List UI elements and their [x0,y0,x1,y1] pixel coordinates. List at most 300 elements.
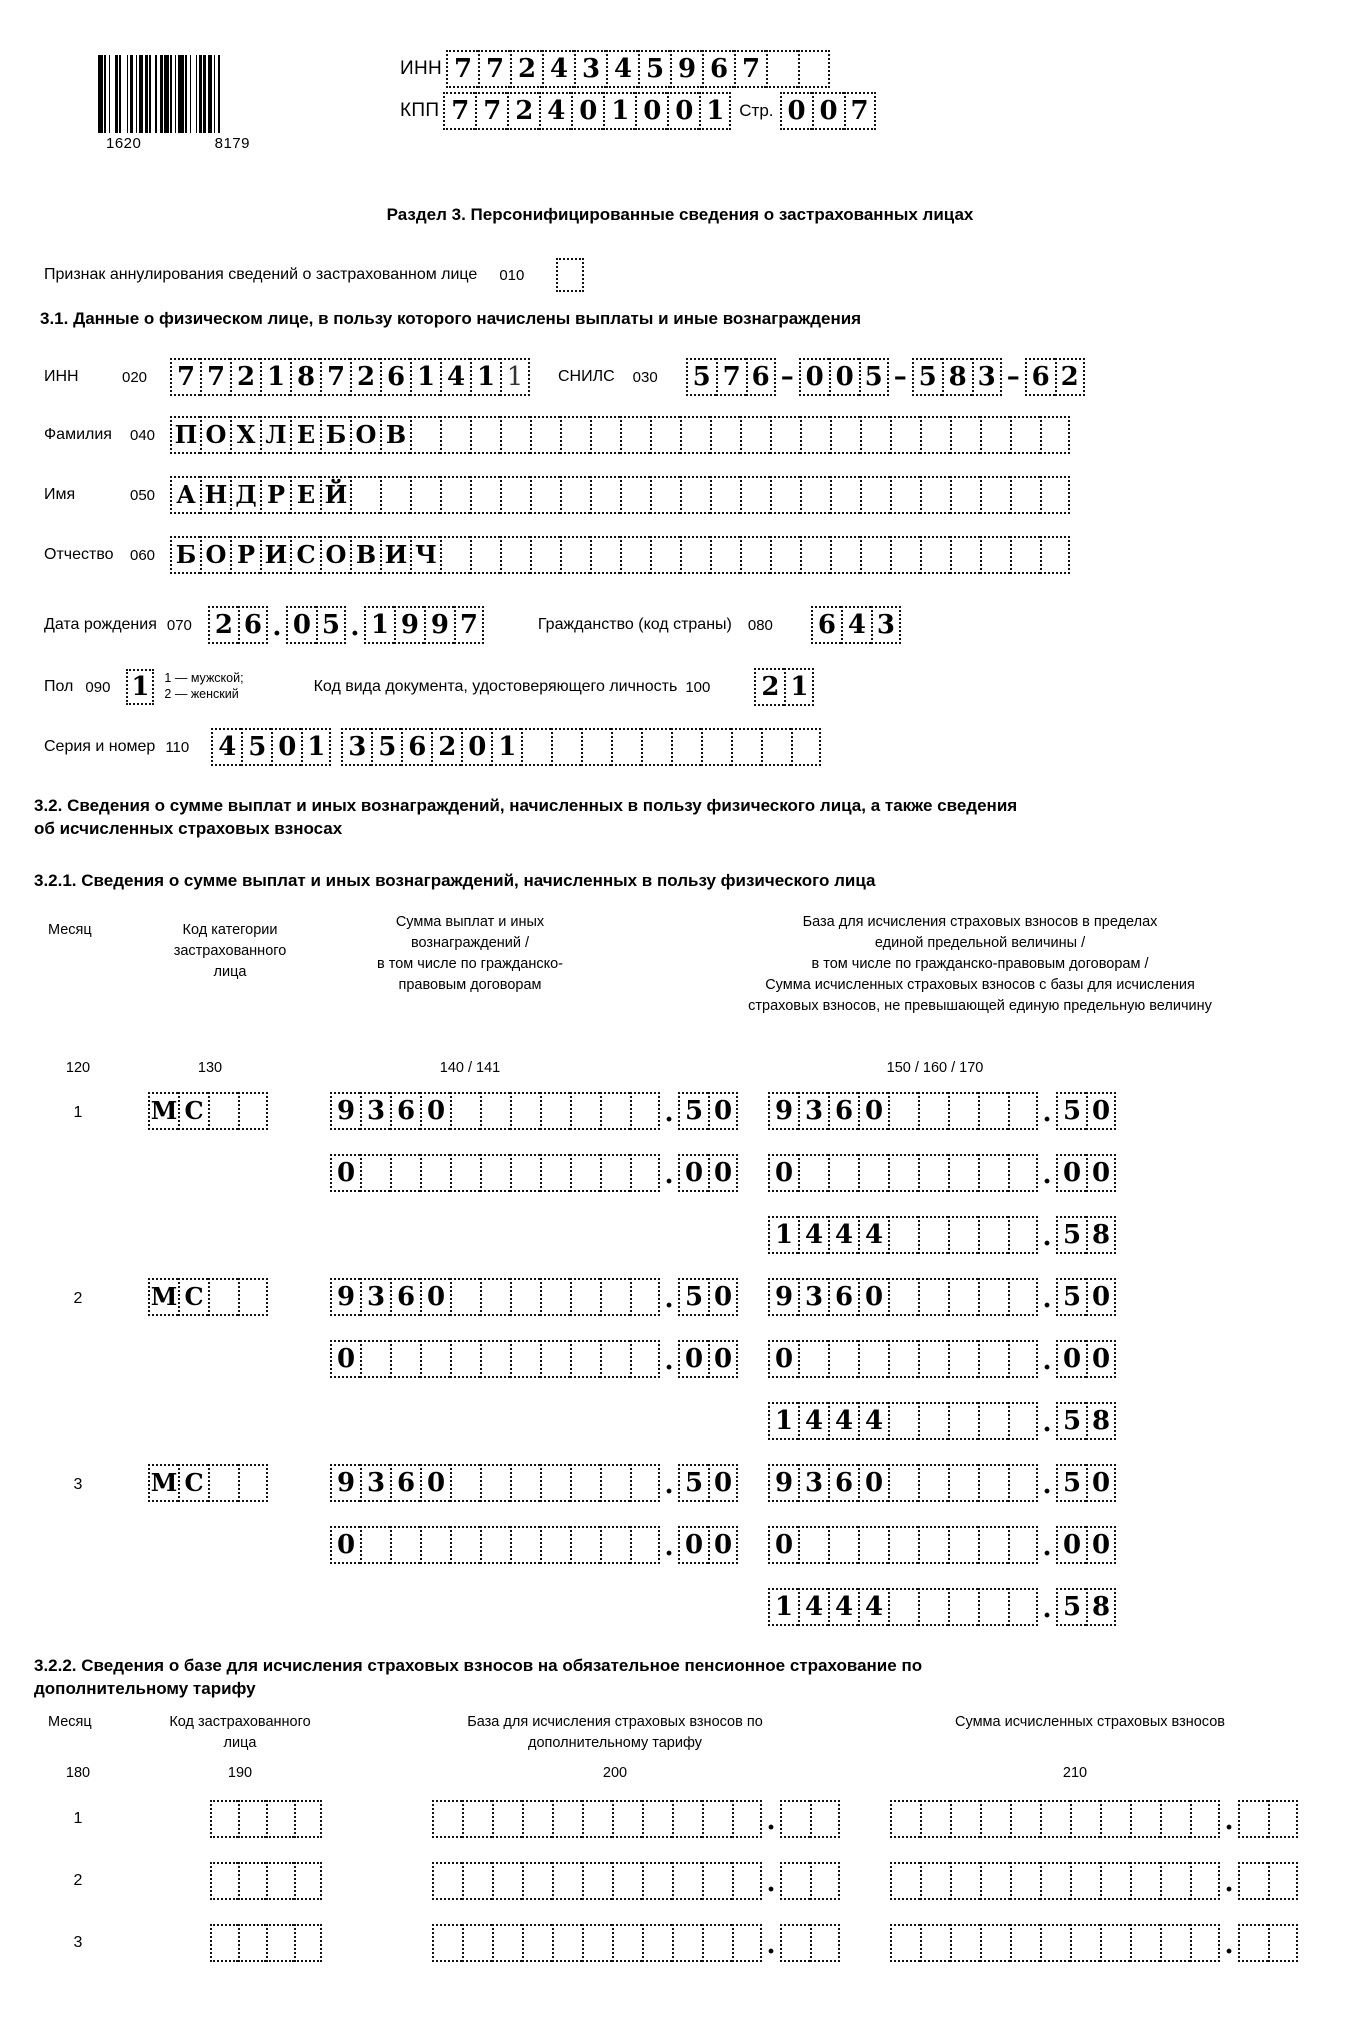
form-cell[interactable] [980,1800,1010,1838]
form-cell[interactable]: 0 [678,1340,708,1378]
form-cell[interactable]: 0 [780,92,812,130]
form-cell[interactable] [701,728,731,766]
form-cell[interactable]: 5 [678,1092,708,1130]
form-cell[interactable] [920,1862,950,1900]
form-cell[interactable] [238,1092,268,1130]
form-cell[interactable]: 7 [734,50,766,88]
form-cell[interactable] [380,476,410,514]
form-cell[interactable] [294,1924,322,1962]
form-cell[interactable]: 0 [858,1464,888,1502]
form-cell[interactable]: 0 [678,1154,708,1192]
form-cell[interactable]: 0 [420,1464,450,1502]
form-cell[interactable] [888,1092,918,1130]
form-cell[interactable]: 0 [829,358,859,396]
form-cell[interactable] [780,1800,810,1838]
form-cell[interactable] [770,476,800,514]
form-cell[interactable] [978,1402,1008,1440]
form-cell[interactable] [238,1800,266,1838]
base-civil-contracts-kopecks[interactable] [1056,1526,1116,1564]
form-cell[interactable]: 4 [606,50,638,88]
form-cell[interactable]: 4 [542,50,574,88]
form-cell[interactable] [432,1862,462,1900]
form-cell[interactable] [888,1464,918,1502]
snils-group[interactable] [1025,358,1085,396]
form-cell[interactable]: 0 [461,728,491,766]
form-cell[interactable] [800,476,830,514]
form-cell[interactable]: 2 [754,668,784,706]
form-cell[interactable] [210,1800,238,1838]
birthdate-part[interactable] [286,606,346,644]
form-cell[interactable]: 0 [330,1526,360,1564]
form-cell[interactable]: И [380,536,410,574]
form-cell[interactable] [1238,1924,1268,1962]
form-cell[interactable] [582,1862,612,1900]
additional-tariff-base-rubles[interactable] [432,1924,762,1962]
birthdate-part[interactable] [208,606,268,644]
form-cell[interactable] [620,416,650,454]
form-cell[interactable] [552,1800,582,1838]
form-cell[interactable]: 5 [912,358,942,396]
form-cell[interactable] [294,1800,322,1838]
form-cell[interactable]: 7 [475,92,507,130]
birthdate-cells[interactable] [208,606,484,644]
form-cell[interactable] [510,1278,540,1316]
form-cell[interactable] [1070,1862,1100,1900]
form-cell[interactable]: 5 [371,728,401,766]
kpp-header-cells[interactable] [443,92,731,130]
form-cell[interactable]: 9 [330,1464,360,1502]
form-cell[interactable] [420,1154,450,1192]
form-cell[interactable] [560,476,590,514]
form-cell[interactable]: 0 [1056,1154,1086,1192]
form-cell[interactable] [210,1862,238,1900]
form-cell[interactable] [798,1526,828,1564]
form-cell[interactable] [950,476,980,514]
payments-civil-contracts-kopecks[interactable] [678,1340,738,1378]
form-cell[interactable]: 1 [301,728,331,766]
form-cell[interactable]: 5 [1056,1402,1086,1440]
form-cell[interactable] [860,476,890,514]
form-cell[interactable]: А [170,476,200,514]
form-cell[interactable] [208,1278,238,1316]
form-cell[interactable] [500,536,530,574]
form-cell[interactable] [590,536,620,574]
form-cell[interactable] [1070,1800,1100,1838]
form-cell[interactable] [492,1924,522,1962]
form-cell[interactable]: 7 [443,92,475,130]
form-cell[interactable]: О [350,416,380,454]
form-cell[interactable]: 6 [380,358,410,396]
form-cell[interactable]: Е [290,476,320,514]
payments-amount-kopecks[interactable] [678,1278,738,1316]
form-cell[interactable] [600,1154,630,1192]
form-cell[interactable] [510,1464,540,1502]
form-cell[interactable] [630,1464,660,1502]
form-cell[interactable] [890,1862,920,1900]
gender-cells[interactable] [126,669,154,705]
form-cell[interactable] [980,476,1010,514]
form-cell[interactable]: 9 [768,1464,798,1502]
form-cell[interactable]: 6 [828,1278,858,1316]
form-cell[interactable] [948,1278,978,1316]
form-cell[interactable] [860,416,890,454]
form-cell[interactable]: 0 [768,1340,798,1378]
form-cell[interactable] [480,1154,510,1192]
additional-tariff-sum-rubles[interactable] [890,1862,1220,1900]
form-cell[interactable]: 1 [603,92,635,130]
form-cell[interactable]: 4 [828,1216,858,1254]
form-cell[interactable] [510,1154,540,1192]
form-cell[interactable] [590,416,620,454]
form-cell[interactable] [450,1154,480,1192]
form-cell[interactable] [1008,1402,1038,1440]
form-cell[interactable] [948,1092,978,1130]
snils-group[interactable] [799,358,889,396]
form-cell[interactable]: 3 [341,728,371,766]
form-cell[interactable]: М [148,1278,178,1316]
base-civil-contracts-rubles[interactable] [768,1526,1038,1564]
additional-tariff-base-kopecks[interactable] [780,1800,840,1838]
form-cell[interactable] [1008,1092,1038,1130]
form-cell[interactable] [390,1526,420,1564]
base-civil-contracts-kopecks[interactable] [1056,1340,1116,1378]
payments-civil-contracts-kopecks[interactable] [678,1154,738,1192]
form-cell[interactable]: 1 [126,669,154,705]
form-cell[interactable] [500,416,530,454]
additional-tariff-base-kopecks[interactable] [780,1862,840,1900]
form-cell[interactable] [238,1278,268,1316]
form-cell[interactable]: С [178,1464,208,1502]
form-cell[interactable] [766,50,798,88]
form-cell[interactable] [680,416,710,454]
form-cell[interactable] [600,1278,630,1316]
form-cell[interactable] [350,476,380,514]
birthdate-part[interactable] [364,606,484,644]
form-cell[interactable]: 0 [271,728,301,766]
form-cell[interactable] [800,416,830,454]
form-cell[interactable] [1100,1924,1130,1962]
form-cell[interactable] [540,1340,570,1378]
form-cell[interactable] [1040,416,1070,454]
form-cell[interactable]: 6 [390,1278,420,1316]
form-cell[interactable]: 3 [360,1464,390,1502]
form-cell[interactable]: П [170,416,200,454]
form-cell[interactable] [888,1340,918,1378]
form-cell[interactable]: 9 [394,606,424,644]
form-cell[interactable] [858,1526,888,1564]
form-cell[interactable] [1010,1862,1040,1900]
form-cell[interactable] [918,1216,948,1254]
form-cell[interactable]: 6 [401,728,431,766]
form-cell[interactable] [1010,1924,1040,1962]
form-cell[interactable] [612,1924,642,1962]
form-cell[interactable] [680,476,710,514]
cancel-flag-input[interactable] [556,258,584,292]
form-cell[interactable]: 0 [286,606,316,644]
form-cell[interactable]: С [290,536,320,574]
form-cell[interactable]: 6 [828,1464,858,1502]
payments-amount-rubles[interactable] [330,1278,660,1316]
form-cell[interactable] [522,1924,552,1962]
form-cell[interactable] [450,1340,480,1378]
form-cell[interactable] [770,416,800,454]
base-amount-kopecks[interactable] [1056,1092,1116,1130]
row-person-code-322[interactable] [210,1800,322,1838]
form-cell[interactable]: 6 [811,606,841,644]
form-cell[interactable] [420,1526,450,1564]
form-cell[interactable] [540,1526,570,1564]
form-cell[interactable] [492,1800,522,1838]
form-cell[interactable]: 0 [858,1092,888,1130]
form-cell[interactable] [480,1340,510,1378]
form-cell[interactable] [450,1092,480,1130]
form-cell[interactable] [620,476,650,514]
calculated-contributions-kopecks[interactable] [1056,1216,1116,1254]
calculated-contributions-rubles[interactable] [768,1216,1038,1254]
form-cell[interactable]: 4 [858,1402,888,1440]
form-cell[interactable] [948,1526,978,1564]
form-cell[interactable] [888,1588,918,1626]
form-cell[interactable] [480,1464,510,1502]
form-cell[interactable] [462,1862,492,1900]
form-cell[interactable]: 7 [716,358,746,396]
form-cell[interactable] [360,1154,390,1192]
form-cell[interactable] [978,1464,1008,1502]
form-cell[interactable] [650,536,680,574]
form-cell[interactable] [918,1278,948,1316]
form-cell[interactable]: 4 [211,728,241,766]
form-cell[interactable] [890,536,920,574]
form-cell[interactable] [780,1862,810,1900]
form-cell[interactable] [630,1526,660,1564]
form-cell[interactable] [266,1800,294,1838]
form-cell[interactable] [1040,1862,1070,1900]
form-cell[interactable] [740,416,770,454]
form-cell[interactable]: 1 [768,1216,798,1254]
form-cell[interactable] [950,1862,980,1900]
row-category-code-321[interactable] [148,1464,268,1502]
form-cell[interactable] [560,416,590,454]
form-cell[interactable] [810,1924,840,1962]
form-cell[interactable] [1190,1800,1220,1838]
form-cell[interactable]: 5 [241,728,271,766]
form-cell[interactable] [978,1526,1008,1564]
form-cell[interactable] [450,1278,480,1316]
form-cell[interactable] [950,416,980,454]
additional-tariff-sum-kopecks[interactable] [1238,1800,1298,1838]
form-cell[interactable] [432,1800,462,1838]
payments-amount-kopecks[interactable] [678,1092,738,1130]
form-cell[interactable] [410,416,440,454]
snils-group[interactable] [912,358,1002,396]
form-cell[interactable] [1238,1862,1268,1900]
form-cell[interactable] [480,1526,510,1564]
form-cell[interactable] [978,1278,1008,1316]
page-number-cells[interactable] [780,92,876,130]
form-cell[interactable] [570,1092,600,1130]
form-cell[interactable] [510,1526,540,1564]
form-cell[interactable] [1160,1924,1190,1962]
form-cell[interactable]: Ч [410,536,440,574]
payments-amount-rubles[interactable] [330,1464,660,1502]
form-cell[interactable] [1100,1862,1130,1900]
form-cell[interactable] [1130,1924,1160,1962]
form-cell[interactable] [570,1464,600,1502]
form-cell[interactable] [710,476,740,514]
form-cell[interactable]: С [178,1092,208,1130]
form-cell[interactable]: 7 [454,606,484,644]
form-cell[interactable]: 3 [798,1092,828,1130]
form-cell[interactable] [440,416,470,454]
additional-tariff-base-kopecks[interactable] [780,1924,840,1962]
form-cell[interactable] [1040,536,1070,574]
form-cell[interactable] [642,1800,672,1838]
form-cell[interactable]: 1 [784,668,814,706]
form-cell[interactable]: М [148,1464,178,1502]
form-cell[interactable] [1008,1464,1038,1502]
form-cell[interactable] [828,1526,858,1564]
form-cell[interactable]: 8 [1086,1588,1116,1626]
form-cell[interactable]: 5 [678,1278,708,1316]
form-cell[interactable]: 3 [798,1464,828,1502]
snils-group[interactable] [686,358,776,396]
form-cell[interactable] [510,1340,540,1378]
form-cell[interactable] [360,1526,390,1564]
form-cell[interactable]: 1 [768,1402,798,1440]
form-cell[interactable] [890,1800,920,1838]
calculated-contributions-rubles[interactable] [768,1588,1038,1626]
form-cell[interactable]: 5 [859,358,889,396]
form-cell[interactable]: 2 [431,728,461,766]
form-cell[interactable]: 5 [1056,1464,1086,1502]
form-cell[interactable] [1100,1800,1130,1838]
form-cell[interactable] [918,1526,948,1564]
form-cell[interactable] [570,1278,600,1316]
form-cell[interactable] [920,416,950,454]
form-cell[interactable] [731,728,761,766]
form-cell[interactable]: 0 [708,1464,738,1502]
form-cell[interactable] [238,1862,266,1900]
form-cell[interactable]: 4 [828,1402,858,1440]
form-cell[interactable] [980,536,1010,574]
form-cell[interactable] [1190,1862,1220,1900]
base-amount-rubles[interactable] [768,1092,1038,1130]
form-cell[interactable]: 4 [841,606,871,644]
form-cell[interactable] [540,1278,570,1316]
form-cell[interactable]: 1 [491,728,521,766]
form-cell[interactable] [480,1092,510,1130]
form-cell[interactable]: Л [260,416,290,454]
form-cell[interactable] [950,536,980,574]
form-cell[interactable] [650,476,680,514]
form-cell[interactable]: Х [230,416,260,454]
form-cell[interactable] [238,1464,268,1502]
form-cell[interactable] [948,1464,978,1502]
form-cell[interactable]: 0 [708,1526,738,1564]
form-cell[interactable] [450,1526,480,1564]
form-cell[interactable]: 1 [410,358,440,396]
form-cell[interactable] [978,1154,1008,1192]
form-cell[interactable]: 7 [478,50,510,88]
form-cell[interactable] [641,728,671,766]
form-cell[interactable] [552,1862,582,1900]
form-cell[interactable] [761,728,791,766]
form-cell[interactable] [978,1092,1008,1130]
form-cell[interactable] [500,476,530,514]
form-cell[interactable]: 0 [858,1278,888,1316]
form-cell[interactable] [642,1862,672,1900]
base-civil-contracts-rubles[interactable] [768,1154,1038,1192]
form-cell[interactable]: М [148,1092,178,1130]
passport-series[interactable] [211,728,331,766]
form-cell[interactable] [950,1800,980,1838]
form-cell[interactable]: 9 [768,1092,798,1130]
form-cell[interactable] [612,1862,642,1900]
form-cell[interactable]: 9 [768,1278,798,1316]
form-cell[interactable]: 2 [208,606,238,644]
form-cell[interactable] [1160,1862,1190,1900]
form-cell[interactable]: 6 [702,50,734,88]
form-cell[interactable]: Е [290,416,320,454]
form-cell[interactable] [672,1924,702,1962]
form-cell[interactable]: 0 [1086,1278,1116,1316]
form-cell[interactable]: Р [230,536,260,574]
form-cell[interactable]: 2 [230,358,260,396]
additional-tariff-sum-kopecks[interactable] [1238,1924,1298,1962]
form-cell[interactable] [560,536,590,574]
form-cell[interactable] [582,1800,612,1838]
payments-amount-kopecks[interactable] [678,1464,738,1502]
form-cell[interactable] [888,1154,918,1192]
form-cell[interactable] [1070,1924,1100,1962]
form-cell[interactable]: 5 [1056,1216,1086,1254]
form-cell[interactable] [830,476,860,514]
form-cell[interactable]: 0 [1086,1340,1116,1378]
form-cell[interactable] [1008,1340,1038,1378]
form-cell[interactable] [978,1216,1008,1254]
form-cell[interactable]: С [178,1278,208,1316]
form-cell[interactable]: 0 [678,1526,708,1564]
base-amount-rubles[interactable] [768,1278,1038,1316]
form-cell[interactable] [740,476,770,514]
form-cell[interactable] [920,536,950,574]
form-cell[interactable] [1008,1278,1038,1316]
form-cell[interactable]: О [200,536,230,574]
form-cell[interactable] [1008,1526,1038,1564]
passport-number[interactable] [341,728,821,766]
form-cell[interactable]: 1 [699,92,731,130]
form-cell[interactable] [630,1278,660,1316]
form-cell[interactable] [918,1154,948,1192]
form-cell[interactable] [950,1924,980,1962]
form-cell[interactable] [888,1526,918,1564]
form-cell[interactable] [238,1924,266,1962]
snils-cells[interactable] [686,358,1085,396]
form-cell[interactable]: 2 [510,50,542,88]
row-person-code-322[interactable] [210,1862,322,1900]
form-cell[interactable] [1010,1800,1040,1838]
form-cell[interactable]: 0 [708,1092,738,1130]
form-cell[interactable] [630,1154,660,1192]
form-cell[interactable]: 1 [470,358,500,396]
form-cell[interactable] [671,728,701,766]
additional-tariff-sum-rubles[interactable] [890,1924,1220,1962]
form-cell[interactable]: 4 [798,1402,828,1440]
form-cell[interactable] [470,416,500,454]
form-cell[interactable] [470,476,500,514]
doctype-cells[interactable] [754,668,814,706]
form-cell[interactable] [918,1402,948,1440]
